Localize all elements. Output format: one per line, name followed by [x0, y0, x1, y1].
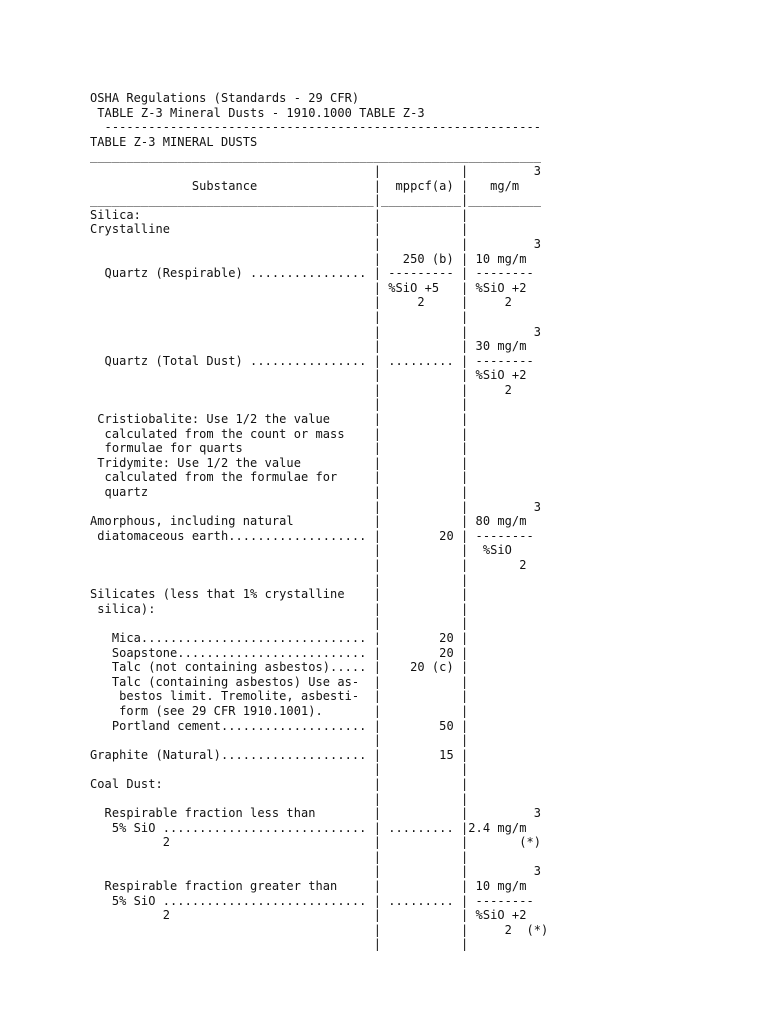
table-line: | | 3	[90, 324, 542, 339]
table-title-line: TABLE Z-3 MINERAL DUSTS	[90, 134, 258, 149]
table-line: Amorphous, including natural | | 80 mg/m	[90, 514, 527, 529]
table-line: Cristiobalite: Use 1/2 the value | |	[90, 412, 469, 427]
table-line: Respirable fraction greater than | | 10 mg/m	[90, 879, 527, 894]
table-line: | |	[90, 309, 469, 324]
table-line: | | 3	[90, 864, 542, 879]
table-line: Talc (containing asbestos) Use as- | |	[90, 674, 469, 689]
table-line: Respirable fraction less than | | 3	[90, 806, 542, 821]
table-line: | | %SiO +2	[90, 368, 527, 383]
table-line: Mica............................... | 20 |	[90, 630, 469, 645]
table-line: diatomaceous earth................... | 20 | --------	[90, 528, 534, 543]
table-line: 5% SiO ............................ | ......... |2.4 mg/m	[90, 820, 527, 835]
table-top-rule: ______________________________________________________________	[90, 149, 542, 164]
table-line: | | 2	[90, 558, 527, 572]
table-header-line: Substance | mppcf(a) | mg/m	[90, 178, 520, 193]
table-line: Coal Dust: | |	[90, 776, 469, 791]
table-line: | 2 | 2	[90, 295, 512, 310]
table-line: Quartz (Total Dust) ................ | ......... | --------	[90, 353, 534, 368]
table-line: | |	[90, 791, 469, 806]
table-line: quartz | |	[90, 485, 469, 500]
table-line: calculated from the formulae for | |	[90, 470, 469, 485]
table-line: | |	[90, 937, 469, 952]
table-line: bestos limit. Tremolite, asbesti- | |	[90, 689, 469, 704]
table-line: | | 30 mg/m	[90, 339, 527, 354]
table-line: | |	[90, 733, 469, 748]
table-line: formulae for quarts | |	[90, 441, 469, 456]
table-line: | |	[90, 762, 469, 777]
table-line: | | 3	[90, 236, 542, 251]
header-title-line: OSHA Regulations (Standards - 29 CFR)	[90, 91, 360, 105]
table-line: 2 | | (*)	[90, 835, 542, 850]
table-line: Quartz (Respirable) ................ | --------- | --------	[90, 266, 534, 281]
table-line: | | %SiO	[90, 543, 512, 558]
table-line: Portland cement.................... | 50 |	[90, 718, 469, 733]
header-rule-line: ------------------------------------------------------------	[90, 120, 542, 135]
document-body	[90, 91, 548, 952]
table-line: Crystalline | |	[90, 222, 469, 237]
table-line: Silicates (less that 1% crystalline | |	[90, 587, 469, 602]
table-line: silica): | |	[90, 601, 469, 616]
table-line: Soapstone.......................... | 20 |	[90, 645, 469, 660]
table-line: | |	[90, 572, 469, 587]
table-line: 5% SiO ............................ | ......... | --------	[90, 893, 534, 908]
table-line: Talc (not containing asbestos)..... | 20 (c) |	[90, 660, 469, 675]
table-line: | | 2	[90, 382, 512, 397]
table-line: Tridymite: Use 1/2 the value | |	[90, 455, 469, 470]
table-line: | | 2 (*)	[90, 922, 549, 937]
table-line: | 250 (b) | 10 mg/m	[90, 251, 527, 266]
table-line: | %SiO +5 | %SiO +2	[90, 280, 527, 295]
table-line: | | 3	[90, 499, 542, 514]
table-line: form (see 29 CFR 1910.1001). | |	[90, 703, 469, 718]
table-line: Graphite (Natural).................... | 15 |	[90, 747, 469, 762]
table-header-rule: _______________________________________|___________|__________	[90, 193, 542, 208]
table-header-line: | | 3	[90, 163, 542, 178]
header-subtitle-line: TABLE Z-3 Mineral Dusts - 1910.1000 TABLE Z-3	[90, 105, 425, 120]
table-line: calculated from the count or mass | |	[90, 426, 469, 441]
table-line: | |	[90, 616, 469, 631]
table-line: | |	[90, 849, 469, 864]
table-line: 2 | | %SiO +2	[90, 908, 527, 923]
table-line: | |	[90, 397, 469, 412]
table-line: Silica: | |	[90, 207, 469, 222]
